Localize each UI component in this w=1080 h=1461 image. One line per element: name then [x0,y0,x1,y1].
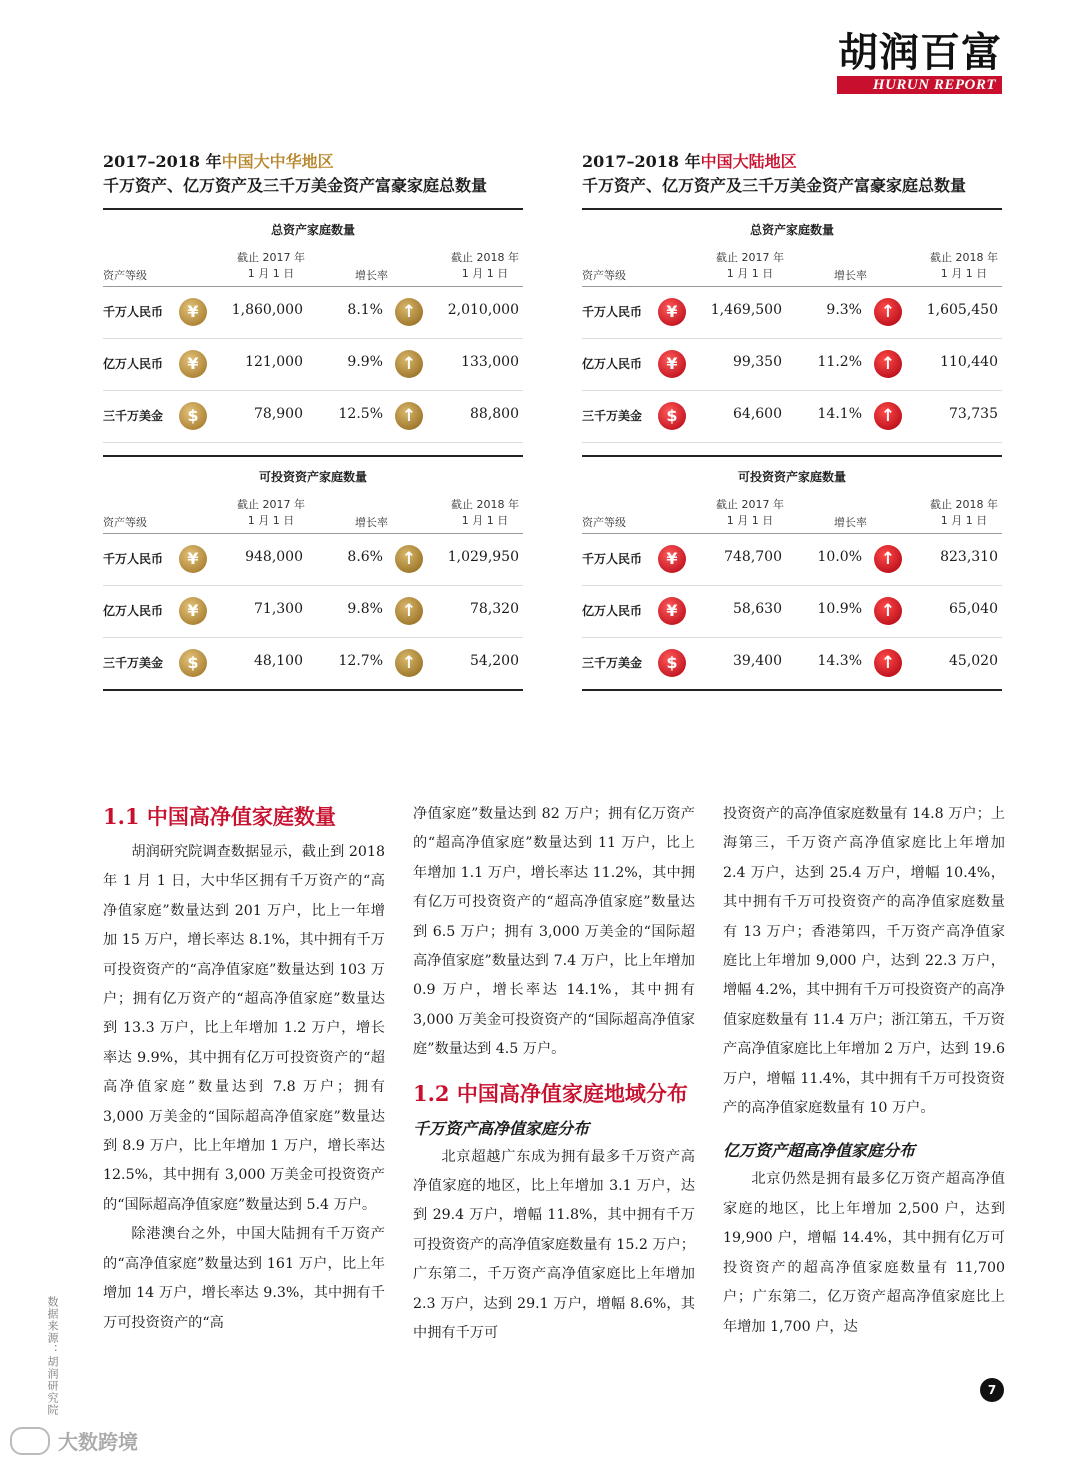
header-2017: 截止 2017 年 1 月 1 日 [716,251,784,280]
yuan-coin-icon: ¥ [179,597,207,625]
header-grade: 资产等级 [103,269,147,282]
table-header [582,244,1002,287]
growth-rate: 12.7% [338,653,383,669]
watermark [10,1426,138,1455]
dollar-coin-icon: $ [658,649,686,677]
value-2018: 88,800 [470,406,519,422]
yuan-coin-icon: ¥ [658,545,686,573]
page-number: 7 [980,1378,1004,1402]
table-row [103,339,523,391]
table-row [103,287,523,339]
subheading-ten-million: 千万资产高净值家庭分布 [413,1118,590,1138]
growth-rate: 14.3% [817,653,862,669]
hurun-logo [837,30,1002,94]
table-row [582,391,1002,443]
asset-grade: 亿万人民币 [103,604,164,618]
section-heading-1-2: 1.2 中国高净值家庭地域分布 [413,1080,688,1106]
up-arrow-icon: ↑ [395,298,423,326]
asset-grade: 三千万美金 [103,409,164,423]
section-title: 总资产家庭数量 [749,223,834,237]
asset-grade: 三千万美金 [103,656,164,670]
logo-en: HURUN REPORT [837,76,1002,94]
asset-grade: 千万人民币 [582,552,643,566]
header-2017: 截止 2017 年 1 月 1 日 [237,498,305,527]
header-rate: 增长率 [834,516,867,529]
value-2017: 48,100 [254,653,303,669]
table-row [103,586,523,638]
up-arrow-icon: ↑ [395,402,423,430]
header-2018: 截止 2018 年 1 月 1 日 [930,251,998,280]
value-2018: 823,310 [940,549,998,565]
up-arrow-icon: ↑ [874,597,902,625]
value-2018: 1,029,950 [447,549,519,565]
yuan-coin-icon: ¥ [658,597,686,625]
value-2017: 64,600 [733,406,782,422]
header-2017: 截止 2017 年 1 月 1 日 [237,251,305,280]
header-2018: 截止 2018 年 1 月 1 日 [451,251,519,280]
article-column-2 [413,800,695,1349]
up-arrow-icon: ↑ [395,545,423,573]
asset-grade: 亿万人民币 [103,357,164,371]
table-row [582,638,1002,691]
header-grade: 资产等级 [103,516,147,529]
asset-grade: 亿万人民币 [582,604,643,618]
header-2017: 截止 2017 年 1 月 1 日 [716,498,784,527]
value-2018: 78,320 [470,601,519,617]
header-grade: 资产等级 [582,516,626,529]
table-title: 2017–2018 年中国大中华地区 [103,152,334,171]
up-arrow-icon: ↑ [874,402,902,430]
paragraph: 胡润研究院调查数据显示，截止到 2018 年 1 月 1 日，大中华区拥有千万资产的“高净值家庭”数量达到 201 万户，比上一年增加 15 万户，增长率达 8.1%，其中拥有千万可投资资产的“高净值家庭”数量达到 103 万户；拥有亿万资产的“超高净值家庭”数量达到 13.3 万户，比上年增加 1.2 万户，增长率达 9.9%，其中拥有亿万可投资资产的“超高净值家庭”数量达到 7.8 万户；拥有 3,000 万美金的“国际超高净值家庭”数量达到 8.9 万户，比上年增加 1 万户，增长率达 12.5%，其中拥有 3,000 万美金可投资资产的“国际超高净值家庭”数量达到 5.4 万户。 [103,844,385,1213]
value-2017: 1,469,500 [710,302,782,318]
value-2017: 1,860,000 [231,302,303,318]
asset-grade: 千万人民币 [582,305,643,319]
table-header [582,491,1002,534]
table-title: 2017–2018 年中国大陆地区 [582,152,797,171]
header-grade: 资产等级 [582,269,626,282]
up-arrow-icon: ↑ [395,649,423,677]
value-2018: 65,040 [949,601,998,617]
value-2018: 45,020 [949,653,998,669]
value-2017: 121,000 [245,354,303,370]
watermark-text: 大数跨境 [58,1430,138,1454]
section-title: 可投资资产家庭数量 [737,470,846,484]
growth-rate: 8.1% [347,302,383,318]
article-column-1 [103,800,385,1338]
yuan-coin-icon: ¥ [658,350,686,378]
header-rate: 增长率 [355,269,388,282]
table-row [582,339,1002,391]
up-arrow-icon: ↑ [395,597,423,625]
header-rate: 增长率 [834,269,867,282]
growth-rate: 9.8% [347,601,383,617]
value-2017: 39,400 [733,653,782,669]
value-2017: 748,700 [724,549,782,565]
section-heading-1-1: 1.1 中国高净值家庭数量 [103,804,336,829]
header-rate: 增长率 [355,516,388,529]
up-arrow-icon: ↑ [874,649,902,677]
dollar-coin-icon: $ [658,402,686,430]
growth-rate: 12.5% [338,406,383,422]
table-row [582,287,1002,339]
asset-grade: 亿万人民币 [582,357,643,371]
growth-rate: 8.6% [347,549,383,565]
table-row [103,638,523,691]
table-row [582,534,1002,586]
header-2018: 截止 2018 年 1 月 1 日 [451,498,519,527]
paragraph: 北京仍然是拥有最多亿万资产超高净值家庭的地区，比上年增加 2,500 户，达到 19,900 户，增幅 14.4%，其中拥有亿万可投资资产的超高净值家庭数量有 11,700 户；广东第二，亿万资产超高净值家庭比上年增加 1,700 户，达 [723,1171,1005,1335]
value-2018: 73,735 [949,406,998,422]
subheading-hundred-million: 亿万资产超高净值家庭分布 [723,1141,916,1161]
growth-rate: 10.0% [817,549,862,565]
up-arrow-icon: ↑ [874,298,902,326]
up-arrow-icon: ↑ [874,350,902,378]
watermark-logo-icon [10,1427,50,1455]
value-2017: 71,300 [254,601,303,617]
asset-grade: 千万人民币 [103,552,164,566]
table-subtitle: 千万资产、亿万资产及三千万美金资产富豪家庭总数量 [582,176,967,195]
growth-rate: 10.9% [817,601,862,617]
dollar-coin-icon: $ [179,649,207,677]
greater-china-table [103,150,523,691]
growth-rate: 11.2% [817,354,862,370]
value-2017: 99,350 [733,354,782,370]
value-2017: 78,900 [254,406,303,422]
growth-rate: 9.9% [347,354,383,370]
asset-grade: 三千万美金 [582,656,643,670]
paragraph: 净值家庭”数量达到 82 万户；拥有亿万资产的“超高净值家庭”数量达到 11 万户，比上年增加 1.1 万户，增长率达 11.2%，其中拥有亿万可投资资产的“超高净值家庭”数量达到 6.5 万户；拥有 3,000 万美金的“国际超高净值家庭”数量达到 7.4 万户，比上年增加 0.9 万户，增长率达 14.1%，其中拥有 3,000 万美金可投资资产的“国际超高净值家庭”数量达到 4.5 万户。 [413,806,695,1058]
value-2018: 2,010,000 [447,302,519,318]
yuan-coin-icon: ¥ [179,350,207,378]
header-2018: 截止 2018 年 1 月 1 日 [930,498,998,527]
section-title: 总资产家庭数量 [270,223,355,237]
asset-grade: 千万人民币 [103,305,164,319]
dollar-coin-icon: $ [179,402,207,430]
data-source-note: 数据来源：胡润研究院 [46,1296,59,1416]
table-row [103,391,523,443]
section-title: 可投资资产家庭数量 [258,470,367,484]
up-arrow-icon: ↑ [874,545,902,573]
paragraph: 投资资产的高净值家庭数量有 14.8 万户；上海第三，千万资产高净值家庭比上年增加 2.4 万户，达到 25.4 万户，增幅 10.4%，其中拥有千万可投资资产的高净值家庭数量有 13 万户；香港第四，千万资产高净值家庭比上年增加 9,000 户，达到 22.3 万户，增幅 4.2%，其中拥有千万可投资资产的高净值家庭数量有 11.4 万户；浙江第五，千万资产高净值家庭比上年增加 2 万户，达到 19.6 万户，增幅 11.4%，其中拥有千万可投资资产的高净值家庭数量有 10 万户。 [723,806,1005,1117]
value-2018: 54,200 [470,653,519,669]
table-header [103,491,523,534]
table-row [103,534,523,586]
asset-grade: 三千万美金 [582,409,643,423]
growth-rate: 9.3% [826,302,862,318]
value-2017: 58,630 [733,601,782,617]
up-arrow-icon: ↑ [395,350,423,378]
yuan-coin-icon: ¥ [658,298,686,326]
table-header [103,244,523,287]
paragraph: 北京超越广东成为拥有最多千万资产高净值家庭的地区，比上年增加 3.1 万户，达到 29.4 万户，增幅 11.8%，其中拥有千万可投资资产的高净值家庭数量有 15.2 万户；广东第二，千万资产高净值家庭比上年增加 2.3 万户，达到 29.1 万户，增幅 8.6%，其中拥有千万可 [413,1148,695,1342]
paragraph: 除港澳台之外，中国大陆拥有千万资产的“高净值家庭”数量达到 161 万户，比上年增加 14 万户，增长率达 9.3%，其中拥有千万可投资资产的“高 [103,1226,385,1331]
value-2018: 133,000 [461,354,519,370]
value-2018: 110,440 [940,354,998,370]
mainland-china-table [582,150,1002,691]
logo-cn: 胡润百富 [838,30,1002,76]
value-2018: 1,605,450 [926,302,998,318]
article-column-3 [723,800,1005,1342]
yuan-coin-icon: ¥ [179,545,207,573]
value-2017: 948,000 [245,549,303,565]
growth-rate: 14.1% [817,406,862,422]
table-subtitle: 千万资产、亿万资产及三千万美金资产富豪家庭总数量 [103,176,488,195]
table-row [582,586,1002,638]
yuan-coin-icon: ¥ [179,298,207,326]
